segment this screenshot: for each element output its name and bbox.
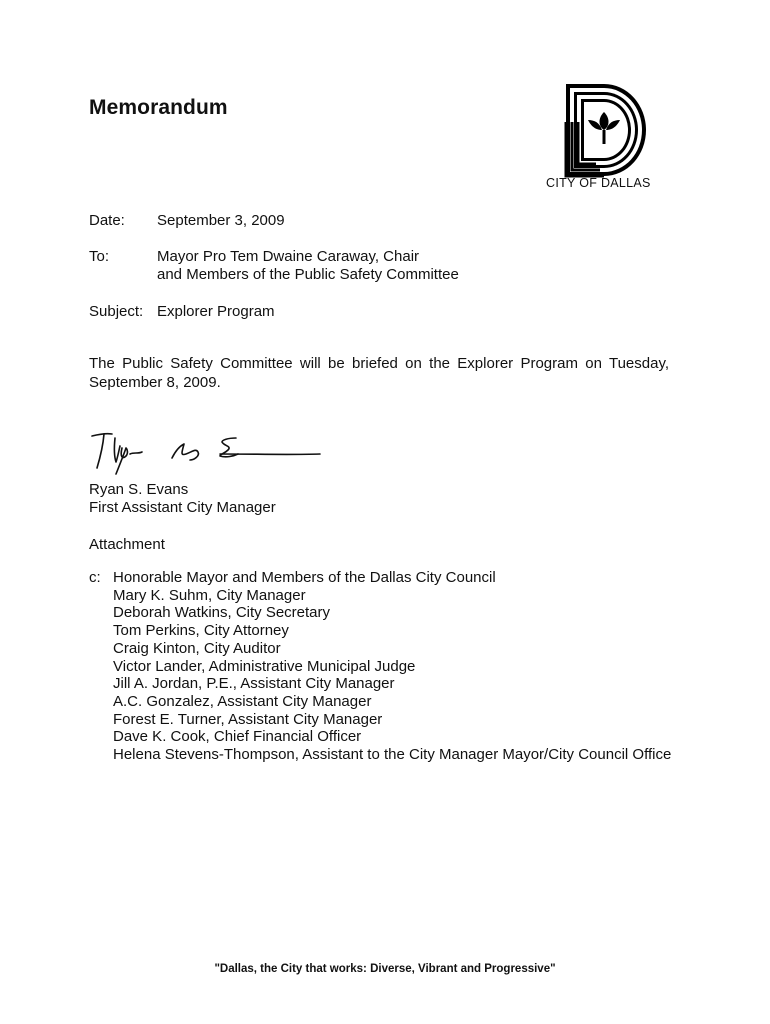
attachment-label: Attachment	[89, 536, 165, 553]
footer-slogan: "Dallas, the City that works: Diverse, Vibrant and Progressive"	[214, 963, 556, 975]
to-line-2: and Members of the Public Safety Committee	[157, 266, 459, 283]
date-label: Date:	[89, 212, 125, 229]
cc-item: Mary K. Suhm, City Manager	[113, 586, 306, 604]
cc-item: Helena Stevens-Thompson, Assistant to the City Manager Mayor/City Council Office	[113, 746, 672, 764]
cc-item: Honorable Mayor and Members of the Dallas City Council	[113, 569, 496, 586]
cc-item: Tom Perkins, City Attorney	[113, 622, 289, 640]
cc-item: A.C. Gonzalez, Assistant City Manager	[113, 692, 372, 710]
date-value: September 3, 2009	[157, 212, 285, 229]
to-line-1: Mayor Pro Tem Dwaine Caraway, Chair	[157, 248, 420, 265]
memo-body: The Public Safety Committee will be briefed on the Explorer Program on Tuesday, September 8, 2009.	[89, 355, 669, 391]
memo-title: Memorandum	[89, 96, 228, 119]
subject-label: Subject:	[89, 303, 144, 320]
cc-item: Victor Lander, Administrative Municipal Judge	[113, 657, 416, 675]
cc-item: Deborah Watkins, City Secretary	[113, 604, 331, 622]
signer-name: Ryan S. Evans	[89, 481, 189, 498]
cc-item: Forest E. Turner, Assistant City Manager	[113, 710, 383, 728]
to-label: To:	[89, 248, 110, 265]
cc-label: c:	[89, 569, 101, 586]
cc-item: Dave K. Cook, Chief Financial Officer	[113, 728, 362, 746]
signer-title: First Assistant City Manager	[89, 499, 276, 516]
cc-item: Jill A. Jordan, P.E., Assistant City Manager	[113, 675, 395, 693]
city-of-dallas-logo-icon	[560, 82, 650, 182]
signature-icon	[88, 424, 328, 486]
cc-list	[113, 569, 671, 764]
logo-caption: CITY OF DALLAS	[546, 176, 651, 190]
subject-value: Explorer Program	[157, 303, 275, 320]
cc-item: Craig Kinton, City Auditor	[113, 639, 281, 657]
